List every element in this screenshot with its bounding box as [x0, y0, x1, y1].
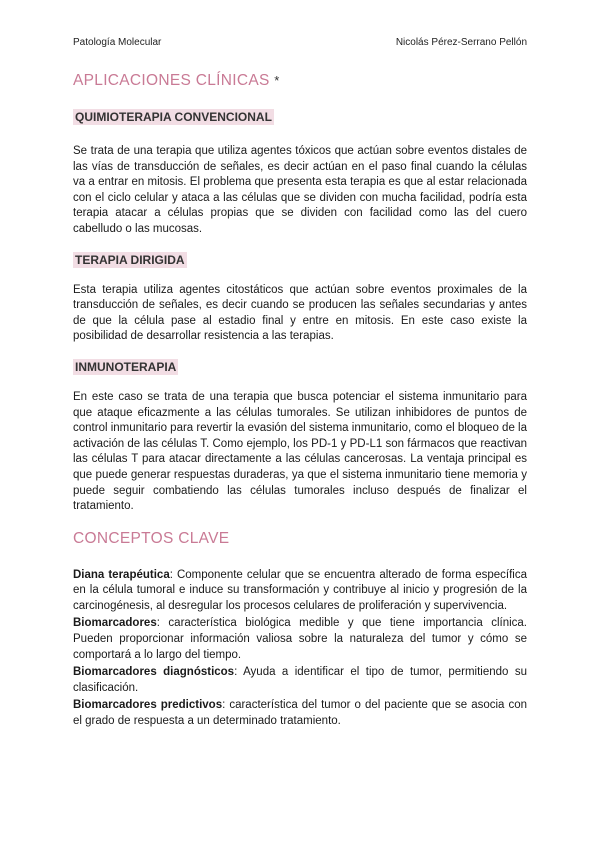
section-heading-quimioterapia: QUIMIOTERAPIA CONVENCIONAL: [75, 110, 272, 124]
page-title-text: APLICACIONES CLÍNICAS: [73, 72, 270, 89]
page-title: [73, 72, 527, 94]
document-body: [73, 72, 527, 732]
concept-term: Biomarcadores diagnósticos: [73, 666, 235, 679]
title-mark: *: [274, 73, 280, 88]
concept-definition: : característica biológica medible y que tiene importancia clínica. Pueden proporcionar información valiosa sobre la naturaleza del tumor y cómo se comportará a lo largo del tiempo.: [73, 617, 527, 661]
concept-definition: : característica del tumor o del paciente que se asocia con el grado de respuesta a un determinado tratamiento.: [73, 699, 527, 728]
concept-term: Biomarcadores predictivos: [73, 699, 223, 712]
concept-term: Biomarcadores: [73, 617, 157, 630]
concept-definition: : Ayuda a identificar el tipo de tumor, permitiendo su clasificación.: [73, 666, 527, 694]
concept-definition: : Componente celular que se encuentra alterado de forma específica en la célula tumoral e induce su transformación y contribuye al inicio y progresión de la carcinogénesis, al desregular los procesos celulares de proliferación y supervivencia.: [73, 568, 527, 612]
concepts-list: [73, 568, 527, 730]
concept-biomarcadores: [73, 616, 527, 663]
section-heading-inmunoterapia: INMUNOTERAPIA: [75, 359, 177, 374]
concept-term: Diana terapéutica: [73, 568, 170, 581]
concept-diana-terapeutica: [73, 568, 527, 615]
concept-biomarcadores-predictivos: [73, 698, 527, 729]
concept-biomarcadores-diagnosticos: [73, 665, 527, 696]
section-body-quimioterapia: Se trata de una terapia que utiliza agentes tóxicos que actúan sobre eventos distales de las vías de transducción de señales, es decir actúan en el paso final cuando la células va a entrar en mitosis. El problema que presenta esta terapia es que al estar relacionada con el ciclo celular y ataca a las células que se dividen con mucha facilidad, podría esta terapia atacar a células propias que se dividen con facilidad como las del cuero cabelludo o las mucosas.: [73, 145, 527, 235]
concepts-title: CONCEPTOS CLAVE: [73, 529, 230, 547]
section-body-inmunoterapia: En este caso se trata de una terapia que busca potenciar el sistema inmunitario para que ataque eficazmente a las células tumorales. Se utilizan inhibidores de puntos de control inmunitario para revertir la evasión del sistema inmunitario, como el bloqueo de la activación de las células T. Como ejemplo, los PD-1 y PD-L1 son fármacos que reactivan las células T para atacar directamente a las células cancerosas. La ventaja principal es que puede generar respuestas duraderas, ya que el sistema inmunitario tiene memoria y puede seguir combatiendo las células tumorales incluso después de finalizar el tratamiento.: [73, 390, 527, 513]
section-body-terapia-dirigida: Esta terapia utiliza agentes citostáticos que actúan sobre eventos proximales de la transducción de señales, es decir cuando se producen las señales secundarias y antes de que la célula pase al estadio final y entre en mitosis. En este caso existe la posibilidad de desarrollar resistencia a las terapias.: [73, 283, 527, 343]
header-course: Patología Molecular: [73, 37, 162, 48]
header-author: Nicolás Pérez-Serrano Pellón: [395, 37, 527, 48]
section-heading-terapia-dirigida: TERAPIA DIRIGIDA: [75, 252, 185, 267]
